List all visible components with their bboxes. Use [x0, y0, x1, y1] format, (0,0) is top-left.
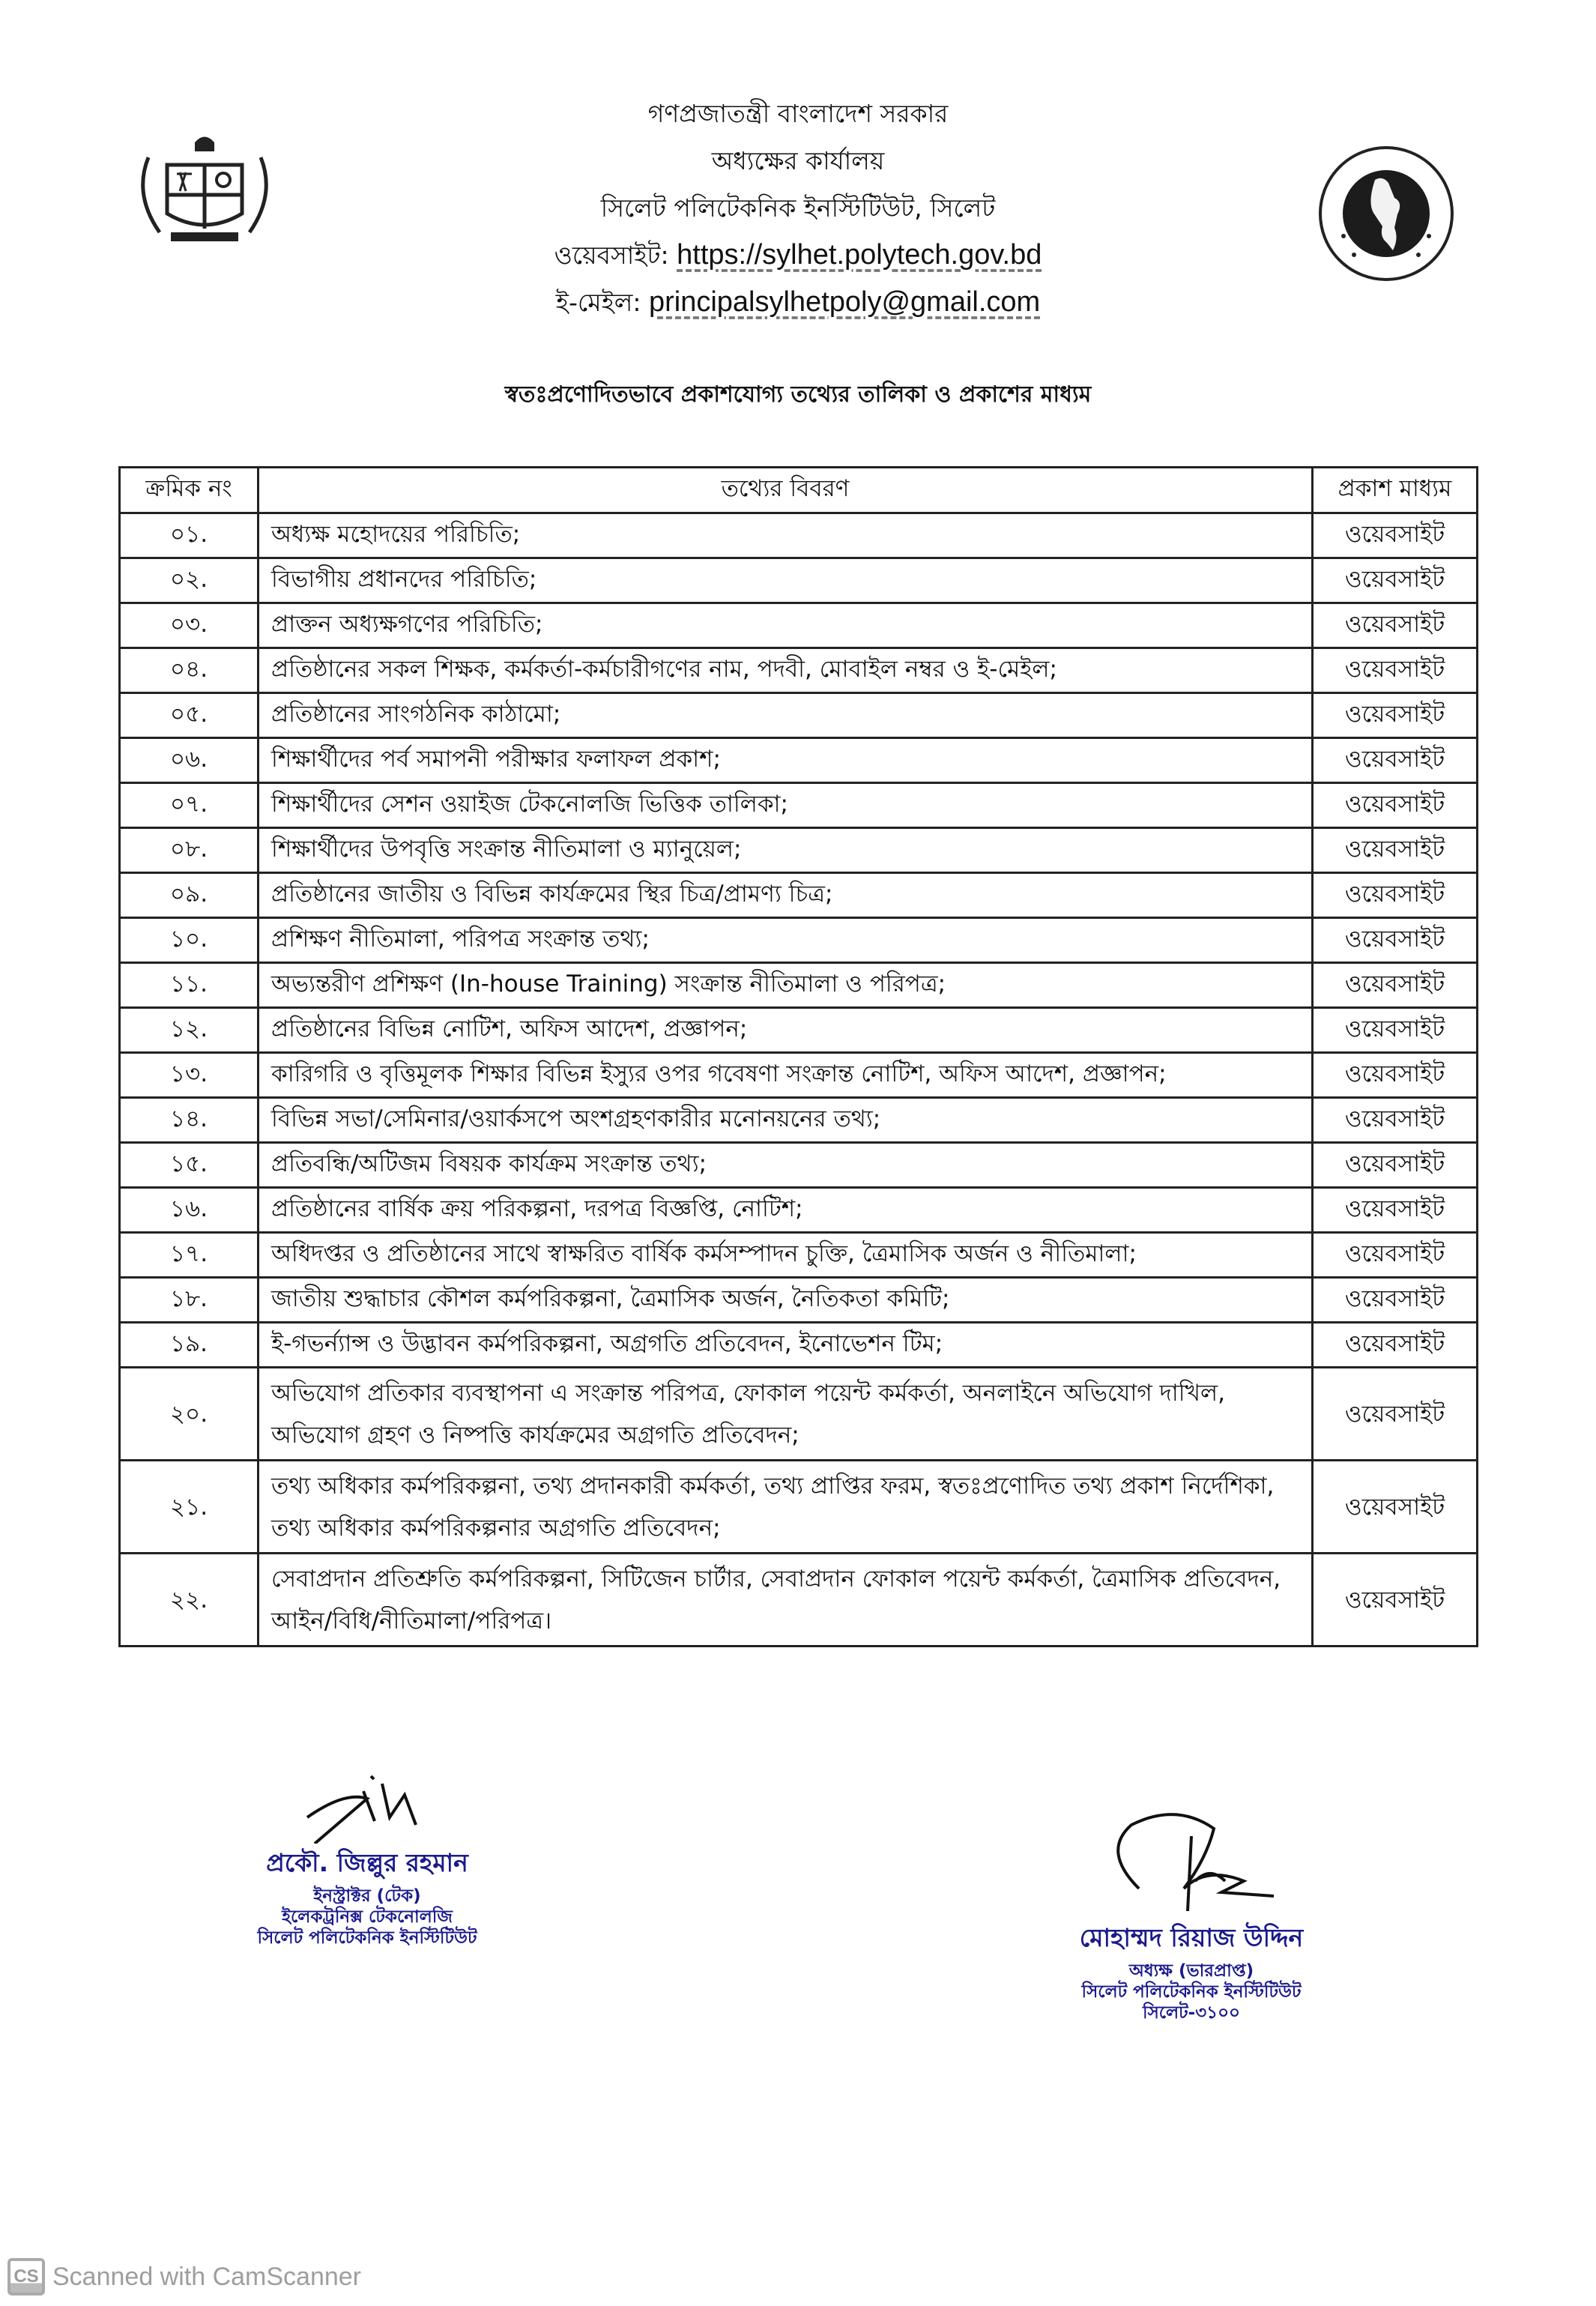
row-description: প্রাক্তন অধ্যক্ষগণের পরিচিতি;: [259, 603, 1313, 648]
signatory-institute: সিলেট পলিটেকনিক ইনস্টিটিউট: [257, 1928, 477, 1948]
row-serial: ০৬.: [120, 738, 259, 783]
row-serial: ০১.: [120, 513, 259, 558]
row-serial: ১৬.: [120, 1188, 259, 1233]
row-description: সেবাপ্রদান প্রতিশ্রুতি কর্মপরিকল্পনা, সিটিজেন চার্টার, সেবাপ্রদান ফোকাল পয়েন্ট কর্মকর্তা, ত্রৈমাসিক প্রতিবেদন, আইন/বিধি/নীতিমালা/পরিপত্র।: [259, 1554, 1313, 1647]
table-row: [120, 1278, 1478, 1323]
website-link[interactable]: https://sylhet.polytech.gov.bd: [677, 239, 1042, 271]
row-description: প্রতিষ্ঠানের জাতীয় ও বিভিন্ন কার্যক্রমের স্থির চিত্র/প্রামণ্য চিত্র;: [259, 873, 1313, 918]
row-description: শিক্ষার্থীদের উপবৃত্তি সংক্রান্ত নীতিমালা ও ম্যানুয়েল;: [259, 828, 1313, 873]
table-row: [120, 738, 1478, 783]
website-label: ওয়েবসাইট:: [554, 241, 669, 270]
signatory-name: প্রকৌ. জিল্লুর রহমান: [266, 1848, 468, 1877]
row-serial: ১৫.: [120, 1143, 259, 1188]
signature-scribble-icon: [1094, 1806, 1289, 1919]
email-link[interactable]: principalsylhetpoly@gmail.com: [648, 286, 1041, 318]
row-medium: ওয়েবসাইট: [1313, 783, 1478, 828]
row-description: কারিগরি ও বৃত্তিমূলক শিক্ষার বিভিন্ন ইস্যুর ওপর গবেষণা সংক্রান্ত নোটিশ, অফিস আদেশ, প্রজ্ঞাপন;: [259, 1053, 1313, 1098]
table-row: [120, 873, 1478, 918]
camscanner-text: Scanned with CamScanner: [52, 2262, 362, 2291]
header-serial: ক্রমিক নং: [120, 468, 259, 513]
table-row: [120, 1143, 1478, 1188]
row-description: শিক্ষার্থীদের পর্ব সমাপনী পরীক্ষার ফলাফল প্রকাশ;: [259, 738, 1313, 783]
row-description: শিক্ষার্থীদের সেশন ওয়াইজ টেকনোলজি ভিত্তিক তালিকা;: [259, 783, 1313, 828]
row-serial: ০৩.: [120, 603, 259, 648]
signature-block-right: [1034, 1806, 1349, 2023]
row-serial: ১৩.: [120, 1053, 259, 1098]
government-name: গণপ্রজাতন্ত্রী বাংলাদেশ সরকার: [647, 99, 949, 128]
table-row: [120, 1053, 1478, 1098]
government-seal-icon: [1315, 142, 1457, 285]
row-serial: ০৪.: [120, 648, 259, 693]
row-description: প্রতিবন্ধি/অটিজম বিষয়ক কার্যক্রম সংক্রান্ত তথ্য;: [259, 1143, 1313, 1188]
institute-name: সিলেট পলিটেকনিক ইনস্টিটিউট, সিলেট: [600, 193, 996, 223]
row-serial: ১৭.: [120, 1233, 259, 1278]
signatory-institute: সিলেট পলিটেকনিক ইনস্টিটিউট: [1081, 1982, 1302, 2002]
row-medium: ওয়েবসাইট: [1313, 1053, 1478, 1098]
email-line: [0, 279, 1596, 326]
row-medium: ওয়েবসাইট: [1313, 558, 1478, 603]
camscanner-logo-icon: CS: [7, 2258, 45, 2296]
row-medium: ওয়েবসাইট: [1313, 1323, 1478, 1368]
row-description: প্রতিষ্ঠানের সকল শিক্ষক, কর্মকর্তা-কর্মচারীগণের নাম, পদবী, মোবাইল নম্বর ও ই-মেইল;: [259, 648, 1313, 693]
row-medium: ওয়েবসাইট: [1313, 738, 1478, 783]
row-description: প্রতিষ্ঠানের বিভিন্ন নোটিশ, অফিস আদেশ, প্রজ্ঞাপন;: [259, 1008, 1313, 1053]
row-medium: ওয়েবসাইট: [1313, 1143, 1478, 1188]
row-serial: ০৮.: [120, 828, 259, 873]
table-row: [120, 828, 1478, 873]
row-serial: ০২.: [120, 558, 259, 603]
signatory-designation: অধ্যক্ষ (ভারপ্রাপ্ত): [1128, 1961, 1254, 1981]
row-serial: ২০.: [120, 1368, 259, 1461]
header-medium: প্রকাশ মাধ্যম: [1313, 468, 1478, 513]
row-serial: ২১.: [120, 1461, 259, 1554]
signature-scribble-icon: [292, 1761, 442, 1844]
table-row: [120, 558, 1478, 603]
row-serial: ১৯.: [120, 1323, 259, 1368]
row-serial: ০৭.: [120, 783, 259, 828]
table-row: [120, 1323, 1478, 1368]
table-row: [120, 603, 1478, 648]
row-serial: ১৪.: [120, 1098, 259, 1143]
table-row: [120, 1233, 1478, 1278]
row-description: তথ্য অধিকার কর্মপরিকল্পনা, তথ্য প্রদানকারী কর্মকর্তা, তথ্য প্রাপ্তির ফরম, স্বতঃপ্রণোদিত তথ্য প্রকাশ নির্দেশিকা, তথ্য অধিকার কর্মপরিকল্পনার অগ্রগতি প্রতিবেদন;: [259, 1461, 1313, 1554]
row-medium: ওয়েবসাইট: [1313, 828, 1478, 873]
row-serial: ১৮.: [120, 1278, 259, 1323]
table-row: [120, 1461, 1478, 1554]
row-medium: ওয়েবসাইট: [1313, 1233, 1478, 1278]
table-row: [120, 513, 1478, 558]
row-description: অভ্যন্তরীণ প্রশিক্ষণ (In-house Training) সংক্রান্ত নীতিমালা ও পরিপত্র;: [259, 963, 1313, 1008]
row-medium: ওয়েবসাইট: [1313, 963, 1478, 1008]
table-row: [120, 648, 1478, 693]
row-serial: ১০.: [120, 918, 259, 963]
row-medium: ওয়েবসাইট: [1313, 513, 1478, 558]
row-medium: ওয়েবসাইট: [1313, 1461, 1478, 1554]
email-label: ই-মেইল:: [555, 288, 641, 317]
table-row: [120, 1554, 1478, 1647]
row-medium: ওয়েবসাইট: [1313, 918, 1478, 963]
signature-block-left: [210, 1761, 525, 1949]
table-row: [120, 1368, 1478, 1461]
table-row: [120, 1188, 1478, 1233]
signatory-designation: ইনস্ট্রাক্টর (টেক): [313, 1886, 421, 1906]
row-medium: ওয়েবসাইট: [1313, 873, 1478, 918]
row-description: অধ্যক্ষ মহোদয়ের পরিচিতি;: [259, 513, 1313, 558]
row-medium: ওয়েবসাইট: [1313, 1188, 1478, 1233]
table-row: [120, 963, 1478, 1008]
signatory-name: মোহাম্মদ রিয়াজ উদ্দিন: [1079, 1923, 1304, 1952]
row-description: ই-গভর্ন্যান্স ও উদ্ভাবন কর্মপরিকল্পনা, অগ্রগতি প্রতিবেদন, ইনোভেশন টিম;: [259, 1323, 1313, 1368]
document-title: স্বতঃপ্রণোদিতভাবে প্রকাশযোগ্য তথ্যের তালিকা ও প্রকাশের মাধ্যম: [504, 381, 1092, 408]
row-serial: ১২.: [120, 1008, 259, 1053]
row-serial: ২২.: [120, 1554, 259, 1647]
row-medium: ওয়েবসাইট: [1313, 1368, 1478, 1461]
row-medium: ওয়েবসাইট: [1313, 1098, 1478, 1143]
header-description: তথ্যের বিবরণ: [259, 468, 1313, 513]
row-description: প্রতিষ্ঠানের বার্ষিক ক্রয় পরিকল্পনা, দরপত্র বিজ্ঞপ্তি, নোটিশ;: [259, 1188, 1313, 1233]
row-description: অভিযোগ প্রতিকার ব্যবস্থাপনা এ সংক্রান্ত পরিপত্র, ফোকাল পয়েন্ট কর্মকর্তা, অনলাইনে অভিযোগ দাখিল, অভিযোগ গ্রহণ ও নিষ্পত্তি কার্যক্রমের অগ্রগতি প্রতিবেদন;: [259, 1368, 1313, 1461]
row-serial: ১১.: [120, 963, 259, 1008]
camscanner-watermark: [7, 2254, 361, 2299]
office-name: অধ্যক্ষের কার্যালয়: [711, 146, 885, 175]
table-header-row: [120, 468, 1478, 513]
row-description: বিভাগীয় প্রধানদের পরিচিতি;: [259, 558, 1313, 603]
row-description: জাতীয় শুদ্ধাচার কৌশল কর্মপরিকল্পনা, ত্রৈমাসিক অর্জন, নৈতিকতা কমিটি;: [259, 1278, 1313, 1323]
table-row: [120, 783, 1478, 828]
row-medium: ওয়েবসাইট: [1313, 1008, 1478, 1053]
table-row: [120, 918, 1478, 963]
table-row: [120, 693, 1478, 738]
row-medium: ওয়েবসাইট: [1313, 603, 1478, 648]
row-description: প্রতিষ্ঠানের সাংগঠনিক কাঠামো;: [259, 693, 1313, 738]
row-medium: ওয়েবসাইট: [1313, 693, 1478, 738]
table-row: [120, 1098, 1478, 1143]
row-description: প্রশিক্ষণ নীতিমালা, পরিপত্র সংক্রান্ত তথ্য;: [259, 918, 1313, 963]
info-table: [118, 466, 1478, 1647]
signatory-department: ইলেকট্রনিক্স টেকনোলজি: [282, 1907, 453, 1927]
table-row: [120, 1008, 1478, 1053]
row-serial: ০৯.: [120, 873, 259, 918]
row-description: বিভিন্ন সভা/সেমিনার/ওয়ার্কসপে অংশগ্রহণকারীর মনোনয়নের তথ্য;: [259, 1098, 1313, 1143]
signatory-address: সিলেট-৩১০০: [1142, 2003, 1241, 2023]
row-medium: ওয়েবসাইট: [1313, 648, 1478, 693]
row-description: অধিদপ্তর ও প্রতিষ্ঠানের সাথে স্বাক্ষরিত বার্ষিক কর্মসম্পাদন চুক্তি, ত্রৈমাসিক অর্জন ও নীতিমালা;: [259, 1233, 1313, 1278]
row-serial: ০৫.: [120, 693, 259, 738]
row-medium: ওয়েবসাইট: [1313, 1554, 1478, 1647]
row-medium: ওয়েবসাইট: [1313, 1278, 1478, 1323]
table-body: [120, 513, 1478, 1647]
